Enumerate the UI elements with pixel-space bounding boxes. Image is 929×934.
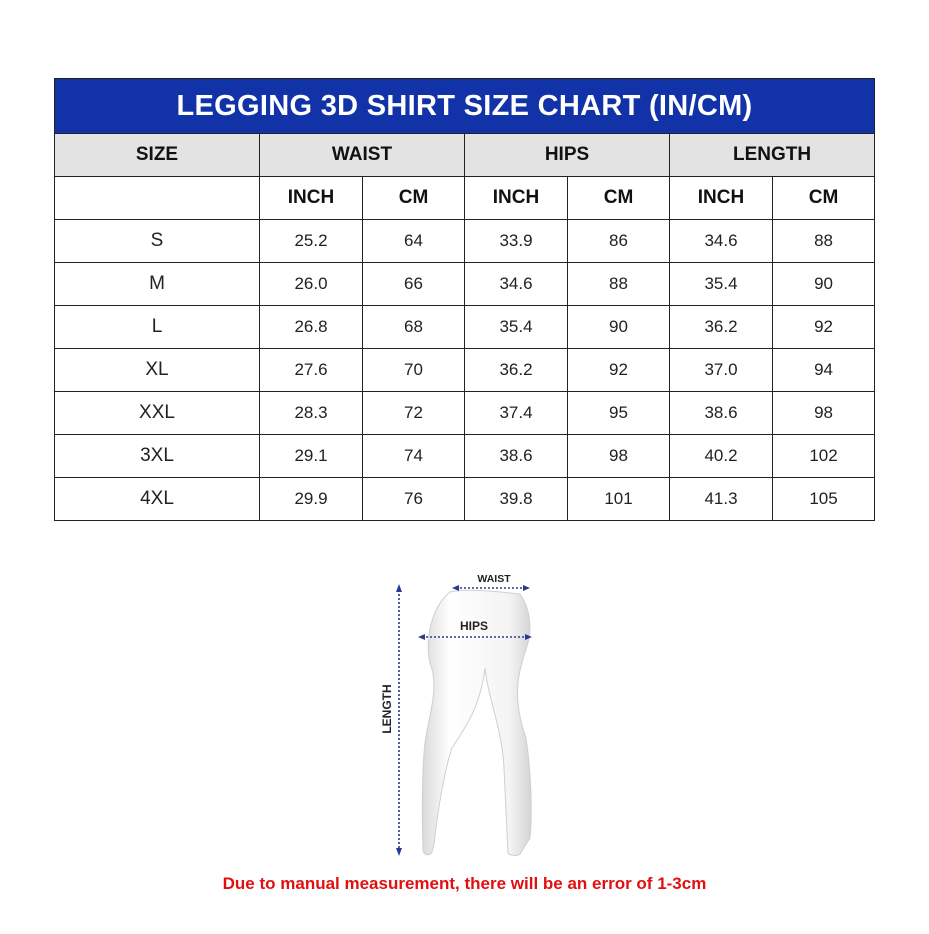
cell-hips-inch: 39.8 [465, 478, 568, 521]
cell-length-inch: 36.2 [670, 306, 773, 349]
hips-label: HIPS [459, 619, 489, 633]
cell-waist-cm: 72 [363, 392, 465, 435]
cell-waist-inch: 27.6 [260, 349, 363, 392]
unit-header-hips-cm: CM [568, 177, 670, 220]
cell-size: S [55, 220, 260, 263]
cell-waist-cm: 74 [363, 435, 465, 478]
cell-waist-cm: 68 [363, 306, 465, 349]
cell-waist-inch: 26.8 [260, 306, 363, 349]
cell-hips-cm: 86 [568, 220, 670, 263]
header-waist: WAIST [260, 134, 465, 177]
cell-waist-cm: 70 [363, 349, 465, 392]
unit-header-waist-cm: CM [363, 177, 465, 220]
cell-size: 3XL [55, 435, 260, 478]
cell-size: XXL [55, 392, 260, 435]
size-rows [55, 220, 875, 521]
length-arrow-icon [396, 584, 402, 856]
cell-length-inch: 41.3 [670, 478, 773, 521]
header-length: LENGTH [670, 134, 875, 177]
cell-size: 4XL [55, 478, 260, 521]
unit-header-length-cm: CM [773, 177, 875, 220]
cell-hips-cm: 95 [568, 392, 670, 435]
cell-size: L [55, 306, 260, 349]
cell-size: XL [55, 349, 260, 392]
cell-length-cm: 92 [773, 306, 875, 349]
header-hips: HIPS [465, 134, 670, 177]
cell-waist-inch: 28.3 [260, 392, 363, 435]
cell-length-cm: 102 [773, 435, 875, 478]
cell-waist-inch: 25.2 [260, 220, 363, 263]
length-label: LENGTH [380, 684, 394, 734]
measurement-note: Due to manual measurement, there will be an error of 1-3cm [222, 874, 707, 893]
cell-size: M [55, 263, 260, 306]
cell-hips-inch: 34.6 [465, 263, 568, 306]
size-chart-table [54, 78, 875, 521]
cell-waist-inch: 29.9 [260, 478, 363, 521]
table-row [55, 220, 875, 263]
cell-length-cm: 105 [773, 478, 875, 521]
unit-header-hips-inch: INCH [465, 177, 568, 220]
table-row [55, 392, 875, 435]
unit-header-length-inch: INCH [670, 177, 773, 220]
cell-waist-inch: 29.1 [260, 435, 363, 478]
cell-length-cm: 90 [773, 263, 875, 306]
cell-hips-cm: 92 [568, 349, 670, 392]
header-size: SIZE [55, 134, 260, 177]
chart-title: LEGGING 3D SHIRT SIZE CHART (IN/CM) [55, 79, 875, 134]
cell-length-inch: 38.6 [670, 392, 773, 435]
cell-waist-cm: 66 [363, 263, 465, 306]
cell-length-cm: 94 [773, 349, 875, 392]
cell-waist-inch: 26.0 [260, 263, 363, 306]
cell-length-cm: 98 [773, 392, 875, 435]
cell-hips-inch: 37.4 [465, 392, 568, 435]
cell-length-cm: 88 [773, 220, 875, 263]
cell-waist-cm: 64 [363, 220, 465, 263]
unit-header-waist-inch: INCH [260, 177, 363, 220]
unit-header-blank [55, 177, 260, 220]
cell-hips-inch: 36.2 [465, 349, 568, 392]
table-row [55, 306, 875, 349]
legging-measurement-diagram [370, 568, 550, 860]
cell-length-inch: 37.0 [670, 349, 773, 392]
table-row [55, 435, 875, 478]
table-row [55, 349, 875, 392]
cell-hips-inch: 38.6 [465, 435, 568, 478]
cell-hips-inch: 35.4 [465, 306, 568, 349]
cell-hips-inch: 33.9 [465, 220, 568, 263]
waist-label: WAIST [477, 573, 511, 585]
cell-hips-cm: 90 [568, 306, 670, 349]
cell-hips-cm: 98 [568, 435, 670, 478]
cell-hips-cm: 88 [568, 263, 670, 306]
cell-length-inch: 34.6 [670, 220, 773, 263]
cell-length-inch: 40.2 [670, 435, 773, 478]
cell-hips-cm: 101 [568, 478, 670, 521]
table-row [55, 478, 875, 521]
table-row [55, 263, 875, 306]
cell-waist-cm: 76 [363, 478, 465, 521]
cell-length-inch: 35.4 [670, 263, 773, 306]
